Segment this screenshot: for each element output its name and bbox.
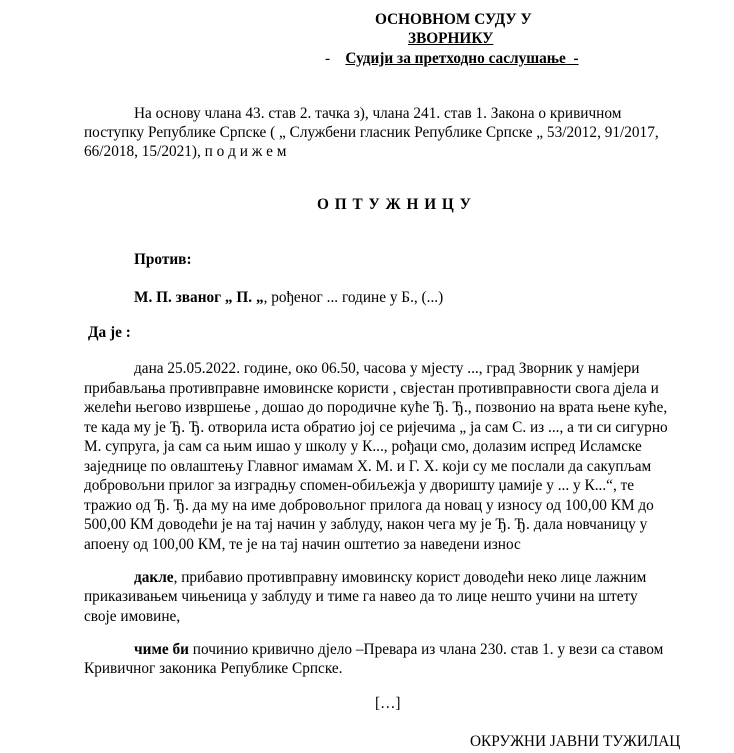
judge-prefix: - bbox=[325, 50, 331, 67]
intro-line-2: поступку Републике Српске ( „ Службени гласник Републике Српске „ 53/2012, 91/2017, bbox=[84, 124, 659, 141]
facts-line-6: заједнице по овлаштењу Главног имамам Х. М. и Г. Х. који су ме послали да сакупљам bbox=[84, 458, 652, 475]
facts-line-4: те када му је Ђ. Ђ. отворила иста обратио јој се ријечима „ ја сам С. из ..., а ти си сигурно bbox=[84, 419, 668, 436]
judge-addressee: Судији за претходно саслушање - bbox=[345, 50, 579, 67]
facts-line-1: дана 25.05.2022. године, око 06.50, часова у мјесту ..., град Зворник у намјери bbox=[134, 360, 640, 377]
accused-details: , рођеног ... године у Б., (...) bbox=[263, 289, 444, 306]
court-name-line2: ЗВОРНИКУ bbox=[408, 30, 494, 47]
dakle-line-3: своје имовине, bbox=[84, 608, 181, 625]
intro-line-3: 66/2018, 15/2021), п о д и ж е м bbox=[84, 143, 287, 160]
chime-line-2: Кривичног законика Републике Српске. bbox=[84, 660, 343, 677]
court-name-line1: ОСНОВНОМ СУДУ У bbox=[375, 11, 532, 28]
accused-name: М. П. званог „ П. „ bbox=[134, 289, 264, 306]
facts-line-7: добровољни прилог за изградњу спомен-обиљежја у дворишту џамије у ... у К...“, те bbox=[84, 477, 635, 494]
chime-word: чиме би bbox=[134, 641, 189, 658]
da-je-label: Да је : bbox=[88, 324, 131, 341]
dakle-line-2: приказивањем чињеница у заблуду и тиме га навео да то лице нешто учини на штету bbox=[84, 588, 638, 605]
accused-line bbox=[134, 290, 443, 305]
facts-line-10: апоену од 100,00 КМ, те је на тај начин оштетио за наведени износ bbox=[84, 536, 521, 553]
document-title: О П Т У Ж Н И Ц У bbox=[317, 196, 472, 213]
chime-line-1: чиме би починио кривично дјело –Превара из члана 230. став 1. у вези са ставом bbox=[134, 641, 664, 658]
omission-marker: […] bbox=[375, 695, 401, 712]
facts-line-5: М. супруга, ја сам са њим ишао у школу у К..., рођаци смо, долазим испред Исламске bbox=[84, 438, 642, 455]
intro-line-1: На основу члана 43. став 2. тачка з), члана 241. став 1. Закона о кривичном bbox=[134, 105, 622, 122]
prosecutor-signature: ОКРУЖНИ ЈАВНИ ТУЖИЛАЦ bbox=[470, 733, 681, 750]
facts-line-3: желећи његово извршење , дошао до породичне куће Ђ. Ђ., позвонио на врата њене куће, bbox=[84, 399, 668, 416]
facts-line-8: тражио од Ђ. Ђ. да му на име добровољног прилога да новац у износу од 100,00 КМ до bbox=[84, 497, 654, 514]
facts-line-2: прибављања противправне имовинске користи , свјестан противправности свога дјела и bbox=[84, 380, 659, 397]
dakle-word: дакле bbox=[134, 569, 174, 586]
facts-line-9: 500,00 КМ доводећи је на тај начин у заблуду, након чега му је Ђ. Ђ. дала новчаницу у bbox=[84, 516, 648, 533]
against-label: Против: bbox=[134, 251, 192, 268]
dakle-line-1: дакле, прибавио противправну имовинску корист доводећи неко лице лажним bbox=[134, 569, 647, 586]
judge-line bbox=[325, 51, 579, 66]
